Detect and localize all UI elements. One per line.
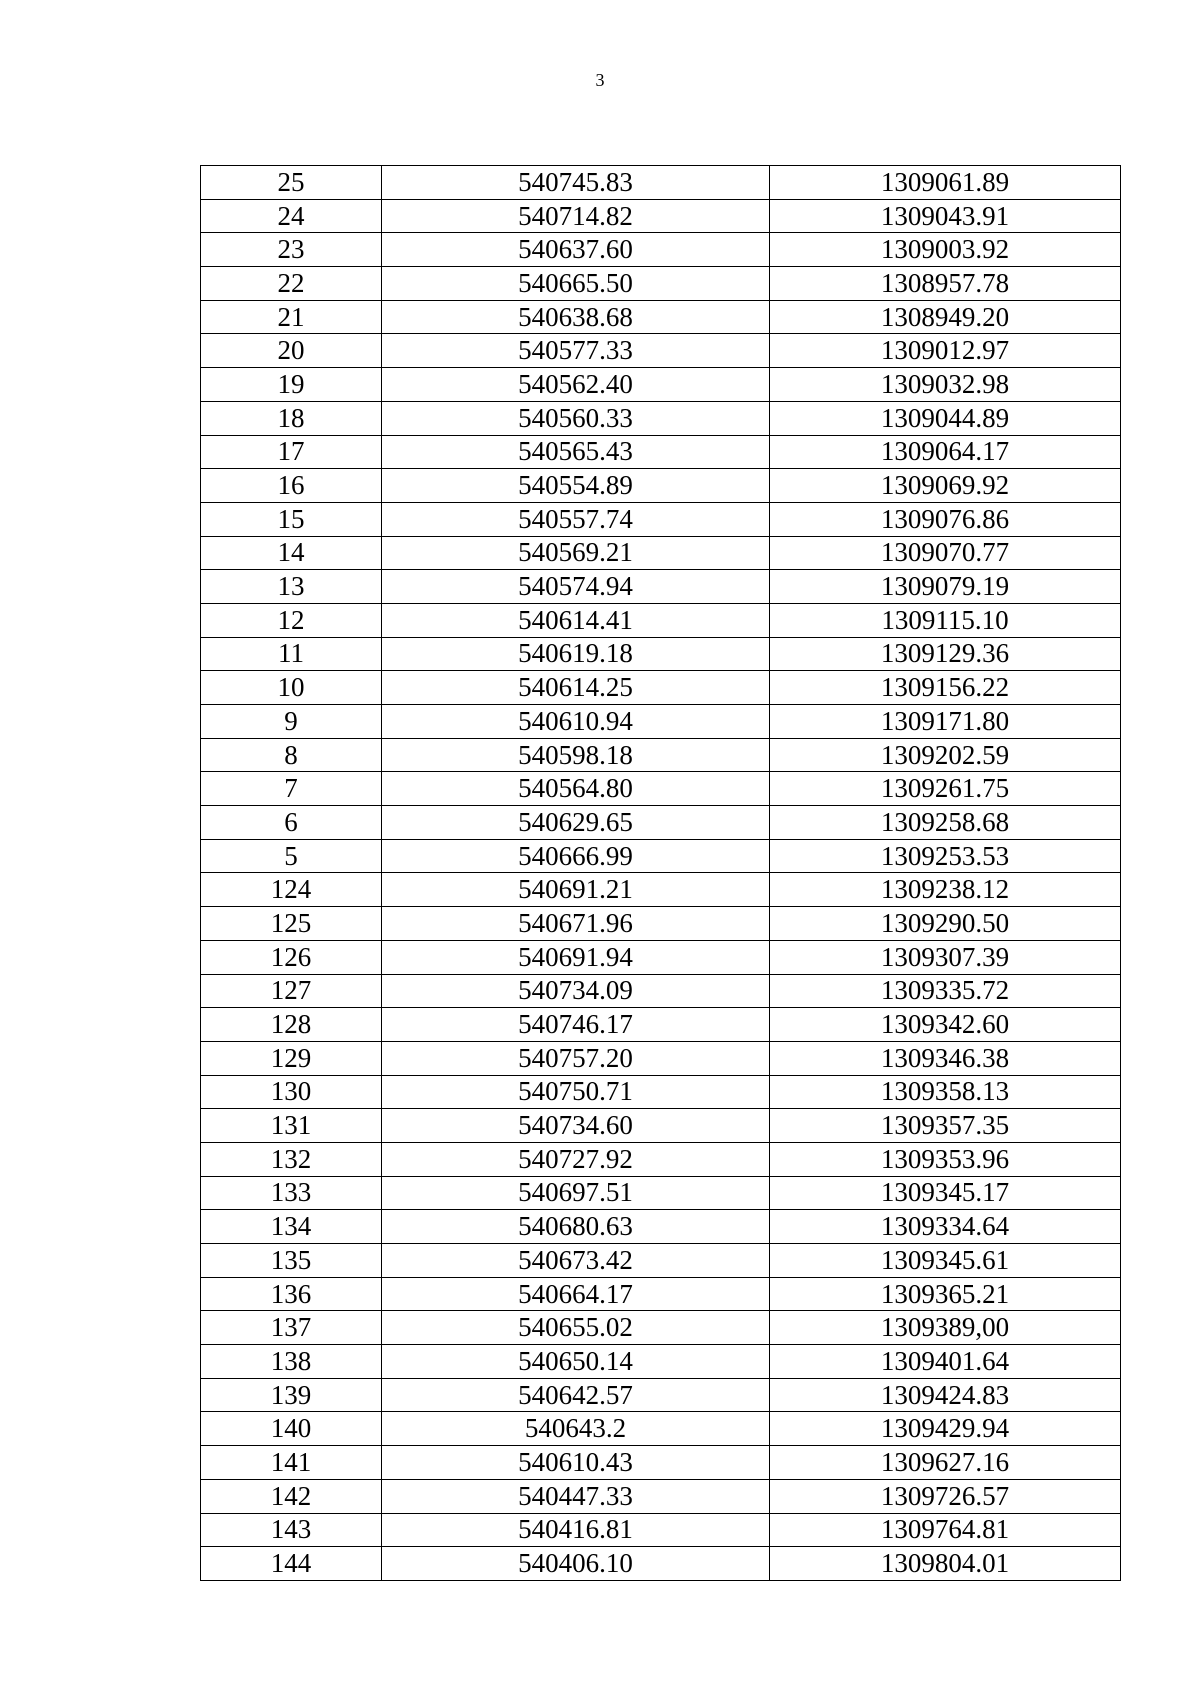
table-row xyxy=(201,1345,1121,1379)
point-number-cell: 142 xyxy=(201,1479,382,1513)
y-coordinate-cell: 1309061.89 xyxy=(770,166,1121,200)
x-coordinate-cell: 540554.89 xyxy=(382,469,770,503)
point-number-cell: 137 xyxy=(201,1311,382,1345)
x-coordinate-cell: 540734.09 xyxy=(382,974,770,1008)
table-row xyxy=(201,806,1121,840)
x-coordinate-cell: 540643.2 xyxy=(382,1412,770,1446)
point-number-cell: 141 xyxy=(201,1446,382,1480)
x-coordinate-cell: 540664.17 xyxy=(382,1277,770,1311)
x-coordinate-cell: 540671.96 xyxy=(382,907,770,941)
y-coordinate-cell: 1308957.78 xyxy=(770,267,1121,301)
y-coordinate-cell: 1309070.77 xyxy=(770,536,1121,570)
y-coordinate-cell: 1309003.92 xyxy=(770,233,1121,267)
table-row xyxy=(201,1109,1121,1143)
table-row xyxy=(201,1075,1121,1109)
table-row xyxy=(201,637,1121,671)
point-number-cell: 138 xyxy=(201,1345,382,1379)
point-number-cell: 17 xyxy=(201,435,382,469)
y-coordinate-cell: 1309258.68 xyxy=(770,806,1121,840)
y-coordinate-cell: 1309079.19 xyxy=(770,570,1121,604)
table-row xyxy=(201,907,1121,941)
table-row xyxy=(201,536,1121,570)
y-coordinate-cell: 1309202.59 xyxy=(770,738,1121,772)
table-row xyxy=(201,705,1121,739)
point-number-cell: 144 xyxy=(201,1547,382,1581)
y-coordinate-cell: 1309043.91 xyxy=(770,199,1121,233)
table-row xyxy=(201,199,1121,233)
y-coordinate-cell: 1309307.39 xyxy=(770,940,1121,974)
y-coordinate-cell: 1309726.57 xyxy=(770,1479,1121,1513)
y-coordinate-cell: 1309335.72 xyxy=(770,974,1121,1008)
y-coordinate-cell: 1309032.98 xyxy=(770,368,1121,402)
point-number-cell: 21 xyxy=(201,300,382,334)
point-number-cell: 11 xyxy=(201,637,382,671)
y-coordinate-cell: 1309389,00 xyxy=(770,1311,1121,1345)
x-coordinate-cell: 540574.94 xyxy=(382,570,770,604)
y-coordinate-cell: 1309171.80 xyxy=(770,705,1121,739)
y-coordinate-cell: 1309424.83 xyxy=(770,1378,1121,1412)
table-row xyxy=(201,772,1121,806)
point-number-cell: 132 xyxy=(201,1142,382,1176)
table-row xyxy=(201,1142,1121,1176)
point-number-cell: 10 xyxy=(201,671,382,705)
x-coordinate-cell: 540757.20 xyxy=(382,1041,770,1075)
point-number-cell: 14 xyxy=(201,536,382,570)
x-coordinate-cell: 540745.83 xyxy=(382,166,770,200)
x-coordinate-cell: 540557.74 xyxy=(382,502,770,536)
point-number-cell: 135 xyxy=(201,1244,382,1278)
x-coordinate-cell: 540655.02 xyxy=(382,1311,770,1345)
y-coordinate-cell: 1309069.92 xyxy=(770,469,1121,503)
y-coordinate-cell: 1309261.75 xyxy=(770,772,1121,806)
table-row xyxy=(201,1479,1121,1513)
x-coordinate-cell: 540564.80 xyxy=(382,772,770,806)
x-coordinate-cell: 540406.10 xyxy=(382,1547,770,1581)
table-row xyxy=(201,1041,1121,1075)
point-number-cell: 9 xyxy=(201,705,382,739)
x-coordinate-cell: 540416.81 xyxy=(382,1513,770,1547)
x-coordinate-cell: 540629.65 xyxy=(382,806,770,840)
y-coordinate-cell: 1308949.20 xyxy=(770,300,1121,334)
point-number-cell: 143 xyxy=(201,1513,382,1547)
point-number-cell: 131 xyxy=(201,1109,382,1143)
point-number-cell: 12 xyxy=(201,603,382,637)
y-coordinate-cell: 1309253.53 xyxy=(770,839,1121,873)
x-coordinate-cell: 540680.63 xyxy=(382,1210,770,1244)
table-row xyxy=(201,401,1121,435)
point-number-cell: 126 xyxy=(201,940,382,974)
point-number-cell: 5 xyxy=(201,839,382,873)
point-number-cell: 128 xyxy=(201,1008,382,1042)
point-number-cell: 136 xyxy=(201,1277,382,1311)
table-row xyxy=(201,1244,1121,1278)
y-coordinate-cell: 1309076.86 xyxy=(770,502,1121,536)
point-number-cell: 22 xyxy=(201,267,382,301)
x-coordinate-cell: 540746.17 xyxy=(382,1008,770,1042)
y-coordinate-cell: 1309156.22 xyxy=(770,671,1121,705)
x-coordinate-cell: 540619.18 xyxy=(382,637,770,671)
table-row xyxy=(201,738,1121,772)
x-coordinate-cell: 540598.18 xyxy=(382,738,770,772)
table-row xyxy=(201,570,1121,604)
x-coordinate-cell: 540665.50 xyxy=(382,267,770,301)
point-number-cell: 130 xyxy=(201,1075,382,1109)
table-row xyxy=(201,603,1121,637)
y-coordinate-cell: 1309064.17 xyxy=(770,435,1121,469)
point-number-cell: 133 xyxy=(201,1176,382,1210)
x-coordinate-cell: 540691.94 xyxy=(382,940,770,974)
x-coordinate-cell: 540734.60 xyxy=(382,1109,770,1143)
table-row xyxy=(201,940,1121,974)
y-coordinate-cell: 1309012.97 xyxy=(770,334,1121,368)
y-coordinate-cell: 1309804.01 xyxy=(770,1547,1121,1581)
point-number-cell: 13 xyxy=(201,570,382,604)
table-row xyxy=(201,1513,1121,1547)
table-row xyxy=(201,502,1121,536)
point-number-cell: 134 xyxy=(201,1210,382,1244)
table-row xyxy=(201,166,1121,200)
point-number-cell: 139 xyxy=(201,1378,382,1412)
table-row xyxy=(201,839,1121,873)
point-number-cell: 15 xyxy=(201,502,382,536)
y-coordinate-cell: 1309290.50 xyxy=(770,907,1121,941)
y-coordinate-cell: 1309365.21 xyxy=(770,1277,1121,1311)
point-number-cell: 19 xyxy=(201,368,382,402)
x-coordinate-cell: 540650.14 xyxy=(382,1345,770,1379)
x-coordinate-cell: 540614.25 xyxy=(382,671,770,705)
table-row xyxy=(201,1412,1121,1446)
x-coordinate-cell: 540560.33 xyxy=(382,401,770,435)
y-coordinate-cell: 1309357.35 xyxy=(770,1109,1121,1143)
table-row xyxy=(201,435,1121,469)
x-coordinate-cell: 540637.60 xyxy=(382,233,770,267)
table-row xyxy=(201,1311,1121,1345)
table-row xyxy=(201,671,1121,705)
y-coordinate-cell: 1309764.81 xyxy=(770,1513,1121,1547)
point-number-cell: 24 xyxy=(201,199,382,233)
x-coordinate-cell: 540714.82 xyxy=(382,199,770,233)
x-coordinate-cell: 540638.68 xyxy=(382,300,770,334)
coordinates-table xyxy=(200,165,1121,1581)
x-coordinate-cell: 540727.92 xyxy=(382,1142,770,1176)
page-number: 3 xyxy=(595,70,605,90)
point-number-cell: 124 xyxy=(201,873,382,907)
point-number-cell: 8 xyxy=(201,738,382,772)
table-row xyxy=(201,1008,1121,1042)
y-coordinate-cell: 1309627.16 xyxy=(770,1446,1121,1480)
table-row xyxy=(201,1277,1121,1311)
point-number-cell: 129 xyxy=(201,1041,382,1075)
y-coordinate-cell: 1309115.10 xyxy=(770,603,1121,637)
x-coordinate-cell: 540610.43 xyxy=(382,1446,770,1480)
table-row xyxy=(201,368,1121,402)
table-row xyxy=(201,334,1121,368)
x-coordinate-cell: 540673.42 xyxy=(382,1244,770,1278)
coordinates-table-body xyxy=(201,166,1121,1581)
y-coordinate-cell: 1309429.94 xyxy=(770,1412,1121,1446)
y-coordinate-cell: 1309353.96 xyxy=(770,1142,1121,1176)
table-row xyxy=(201,469,1121,503)
y-coordinate-cell: 1309345.61 xyxy=(770,1244,1121,1278)
x-coordinate-cell: 540610.94 xyxy=(382,705,770,739)
x-coordinate-cell: 540447.33 xyxy=(382,1479,770,1513)
y-coordinate-cell: 1309358.13 xyxy=(770,1075,1121,1109)
table-row xyxy=(201,873,1121,907)
x-coordinate-cell: 540697.51 xyxy=(382,1176,770,1210)
table-row xyxy=(201,974,1121,1008)
table-row xyxy=(201,300,1121,334)
x-coordinate-cell: 540562.40 xyxy=(382,368,770,402)
x-coordinate-cell: 540691.21 xyxy=(382,873,770,907)
table-row xyxy=(201,1378,1121,1412)
x-coordinate-cell: 540569.21 xyxy=(382,536,770,570)
point-number-cell: 20 xyxy=(201,334,382,368)
y-coordinate-cell: 1309401.64 xyxy=(770,1345,1121,1379)
x-coordinate-cell: 540577.33 xyxy=(382,334,770,368)
point-number-cell: 140 xyxy=(201,1412,382,1446)
point-number-cell: 7 xyxy=(201,772,382,806)
table-row xyxy=(201,1176,1121,1210)
y-coordinate-cell: 1309345.17 xyxy=(770,1176,1121,1210)
y-coordinate-cell: 1309044.89 xyxy=(770,401,1121,435)
y-coordinate-cell: 1309238.12 xyxy=(770,873,1121,907)
point-number-cell: 125 xyxy=(201,907,382,941)
point-number-cell: 16 xyxy=(201,469,382,503)
x-coordinate-cell: 540565.43 xyxy=(382,435,770,469)
y-coordinate-cell: 1309346.38 xyxy=(770,1041,1121,1075)
y-coordinate-cell: 1309129.36 xyxy=(770,637,1121,671)
y-coordinate-cell: 1309342.60 xyxy=(770,1008,1121,1042)
point-number-cell: 25 xyxy=(201,166,382,200)
x-coordinate-cell: 540614.41 xyxy=(382,603,770,637)
x-coordinate-cell: 540750.71 xyxy=(382,1075,770,1109)
x-coordinate-cell: 540642.57 xyxy=(382,1378,770,1412)
table-row xyxy=(201,1446,1121,1480)
point-number-cell: 18 xyxy=(201,401,382,435)
point-number-cell: 23 xyxy=(201,233,382,267)
point-number-cell: 6 xyxy=(201,806,382,840)
table-row xyxy=(201,233,1121,267)
table-row xyxy=(201,267,1121,301)
point-number-cell: 127 xyxy=(201,974,382,1008)
table-row xyxy=(201,1547,1121,1581)
x-coordinate-cell: 540666.99 xyxy=(382,839,770,873)
table-row xyxy=(201,1210,1121,1244)
y-coordinate-cell: 1309334.64 xyxy=(770,1210,1121,1244)
